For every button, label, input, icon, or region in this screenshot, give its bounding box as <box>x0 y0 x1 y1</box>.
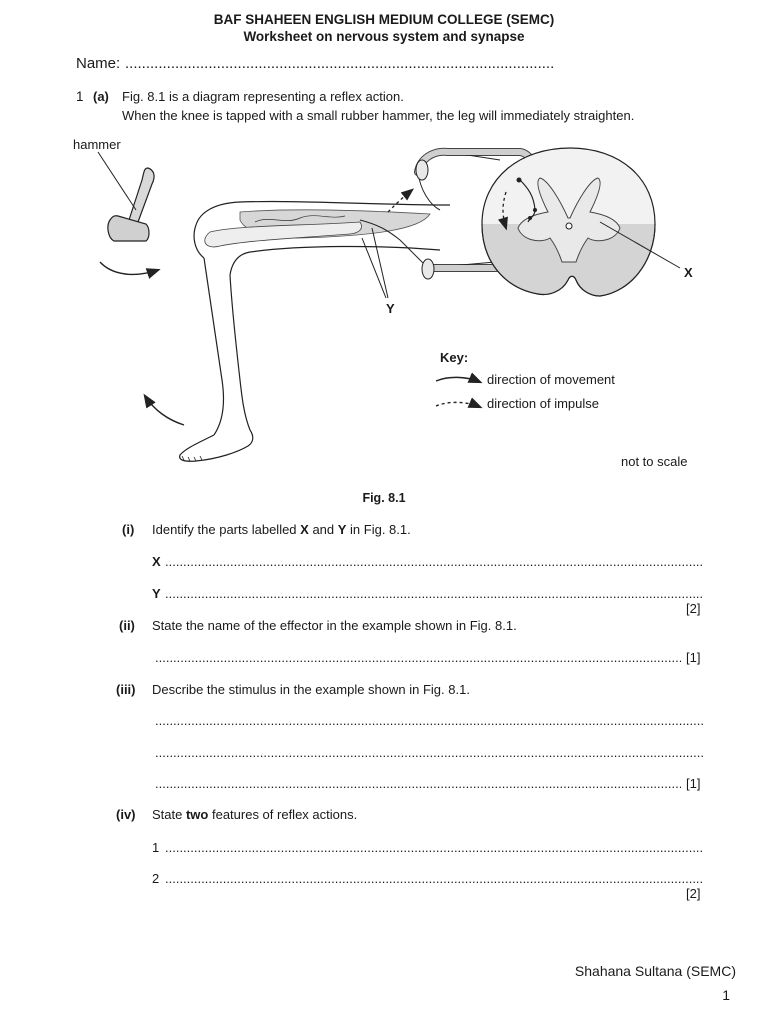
footer-author: Shahana Sultana (SEMC) <box>574 963 736 979</box>
answer-iii-line-3[interactable] <box>155 776 681 791</box>
label-y: Y <box>386 301 395 316</box>
question-number: 1 <box>76 89 84 104</box>
college-title: BAF SHAHEEN ENGLISH MEDIUM COLLEGE (SEMC) <box>213 12 555 27</box>
not-to-scale-note: not to scale <box>621 454 688 469</box>
hammer-illustration <box>98 152 154 241</box>
name-label: Name: <box>76 55 121 72</box>
subq-ii-text: State the name of the effector in the example shown in Fig. 8.1. <box>152 618 517 633</box>
subq-iii-number: (iii) <box>116 682 136 697</box>
answer-ii-line[interactable] <box>155 650 681 665</box>
subq-i-x: X <box>300 522 309 537</box>
subq-iv-text-pre: State <box>152 807 186 822</box>
hammer-label: hammer <box>73 137 121 152</box>
subq-i-and: and <box>308 522 338 537</box>
name-answer-line[interactable] <box>125 55 553 72</box>
answer-x-line[interactable] <box>165 554 703 569</box>
leg-illustration <box>180 202 450 462</box>
answer-iv-label-2: 2 <box>152 871 160 886</box>
key-title: Key: <box>440 350 469 365</box>
sensory-impulse-arrow <box>388 190 412 212</box>
subq-i-text-pre: Identify the parts labelled <box>152 522 301 537</box>
answer-y-label: Y <box>152 586 161 601</box>
subq-i-text <box>152 522 411 537</box>
page-number: 1 <box>722 987 730 1003</box>
subq-i-number: (i) <box>122 522 135 537</box>
key-movement-label: direction of movement <box>487 372 615 387</box>
key-impulse-arrow <box>436 402 480 407</box>
answer-iii-line-2[interactable] <box>155 745 703 760</box>
spinal-cord-cross-section <box>482 148 655 296</box>
subq-iv-text-post: features of reflex actions. <box>208 807 358 822</box>
figure-caption: Fig. 8.1 <box>362 491 406 505</box>
knee-tap-movement-arrow <box>100 262 158 274</box>
subq-i-text-post: in Fig. 8.1. <box>346 522 411 537</box>
answer-iii-line-1[interactable] <box>155 713 703 728</box>
label-x: X <box>684 265 693 280</box>
question-part: (a) <box>93 89 109 104</box>
subq-i-y: Y <box>337 522 347 537</box>
subq-ii-marks: [1] <box>686 650 701 665</box>
answer-iv-line-2[interactable] <box>165 871 703 886</box>
question-line-1: Fig. 8.1 is a diagram representing a reflex action. <box>122 89 404 104</box>
question-line-2: When the knee is tapped with a small rubber hammer, the leg will immediately straighten. <box>122 108 635 123</box>
worksheet-title: Worksheet on nervous system and synapse <box>243 29 525 44</box>
key-movement-arrow <box>436 377 480 382</box>
subq-iv-text <box>152 807 357 822</box>
answer-y-line[interactable] <box>165 586 703 601</box>
answer-iv-label-1: 1 <box>152 840 160 855</box>
subq-iv-marks: [2] <box>686 886 701 901</box>
subq-i-marks: [2] <box>686 601 701 616</box>
subq-iii-text: Describe the stimulus in the example shown in Fig. 8.1. <box>152 682 470 697</box>
leg-movement-arrow <box>145 396 184 425</box>
subq-ii-number: (ii) <box>119 618 135 633</box>
reflex-arc-diagram <box>0 125 768 515</box>
key-impulse-label: direction of impulse <box>487 396 599 411</box>
answer-x-label: X <box>152 554 161 569</box>
subq-iv-bold-word: two <box>185 807 209 822</box>
subq-iii-marks: [1] <box>686 776 701 791</box>
subq-iv-number: (iv) <box>116 807 136 822</box>
answer-iv-line-1[interactable] <box>165 840 703 855</box>
